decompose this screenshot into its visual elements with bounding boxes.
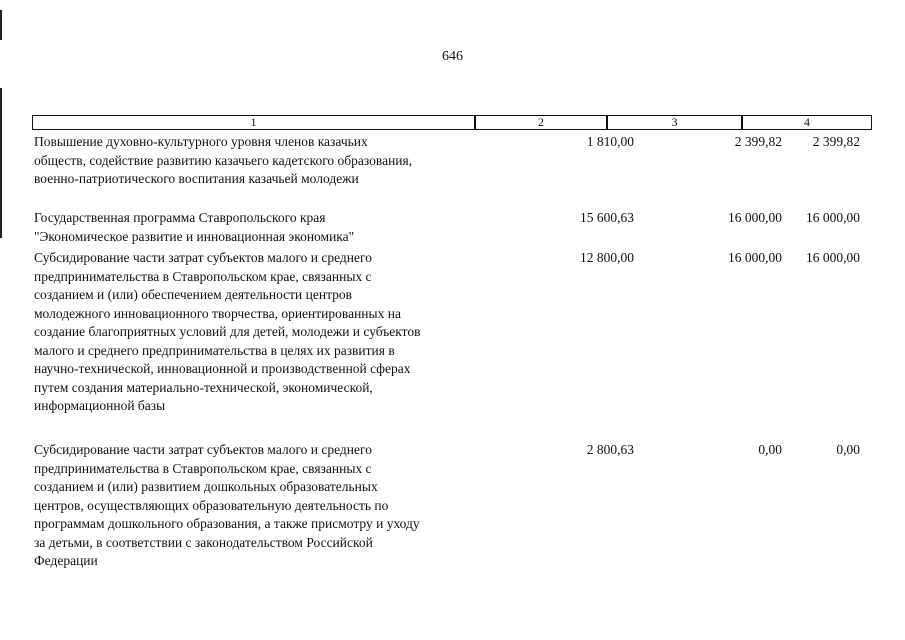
table-header-col-2: 2 xyxy=(475,115,607,130)
row-description: Субсидирование части затрат субъектов малого и среднего предпринимательства в Ставропольском крае, связанных с созданием и (или) обеспечением деятельности центров молодежного инновационного творчества, ориентированных на создание благоприятных условий для детей, молодежи и субъектов малого и среднего предпринимательства в целях их развития в научно-технической, инновационной и производственной сферах путем создания материально-технической, экономической, информационной базы xyxy=(34,250,421,413)
row-value-col-2: 12 800,00 xyxy=(580,250,634,265)
row-value-col-2: 1 810,00 xyxy=(586,134,634,149)
row-value-col-4: 16 000,00 xyxy=(806,250,860,265)
row-description: Субсидирование части затрат субъектов малого и среднего предпринимательства в Ставропольском крае, связанных с созданием и (или) развитием дошкольных образовательных центров, осуществляющих образовательную деятельность по программам дошкольного образования, а также присмотру и уходу за детьми, в соответствии с законодательством Российской Федерации xyxy=(34,442,420,568)
left-margin-mark-top xyxy=(0,10,2,40)
left-margin-mark-middle xyxy=(0,88,2,238)
row-value-col-4: 2 399,82 xyxy=(812,134,860,149)
table-header-col-4: 4 xyxy=(742,115,872,130)
row-value-col-3: 2 399,82 xyxy=(734,134,782,149)
row-value-col-2: 15 600,63 xyxy=(580,210,634,225)
row-value-col-3: 16 000,00 xyxy=(728,250,782,265)
table-header-row xyxy=(32,115,872,130)
row-description: Повышение духовно-культурного уровня членов казачьих обществ, содействие развитию казачьего кадетского образования, военно-патриотического воспитания казачьей молодежи xyxy=(34,134,413,186)
page-number: 646 xyxy=(442,49,463,64)
row-value-col-3: 16 000,00 xyxy=(728,210,782,225)
table-header-col-3: 3 xyxy=(607,115,742,130)
row-value-col-4: 0,00 xyxy=(836,442,860,457)
row-value-col-2: 2 800,63 xyxy=(586,442,634,457)
row-description: Государственная программа Ставропольского края "Экономическое развитие и инновационная экономика" xyxy=(34,210,355,244)
row-value-col-3: 0,00 xyxy=(758,442,782,457)
row-value-col-4: 16 000,00 xyxy=(806,210,860,225)
table-header-col-1: 1 xyxy=(32,115,475,130)
